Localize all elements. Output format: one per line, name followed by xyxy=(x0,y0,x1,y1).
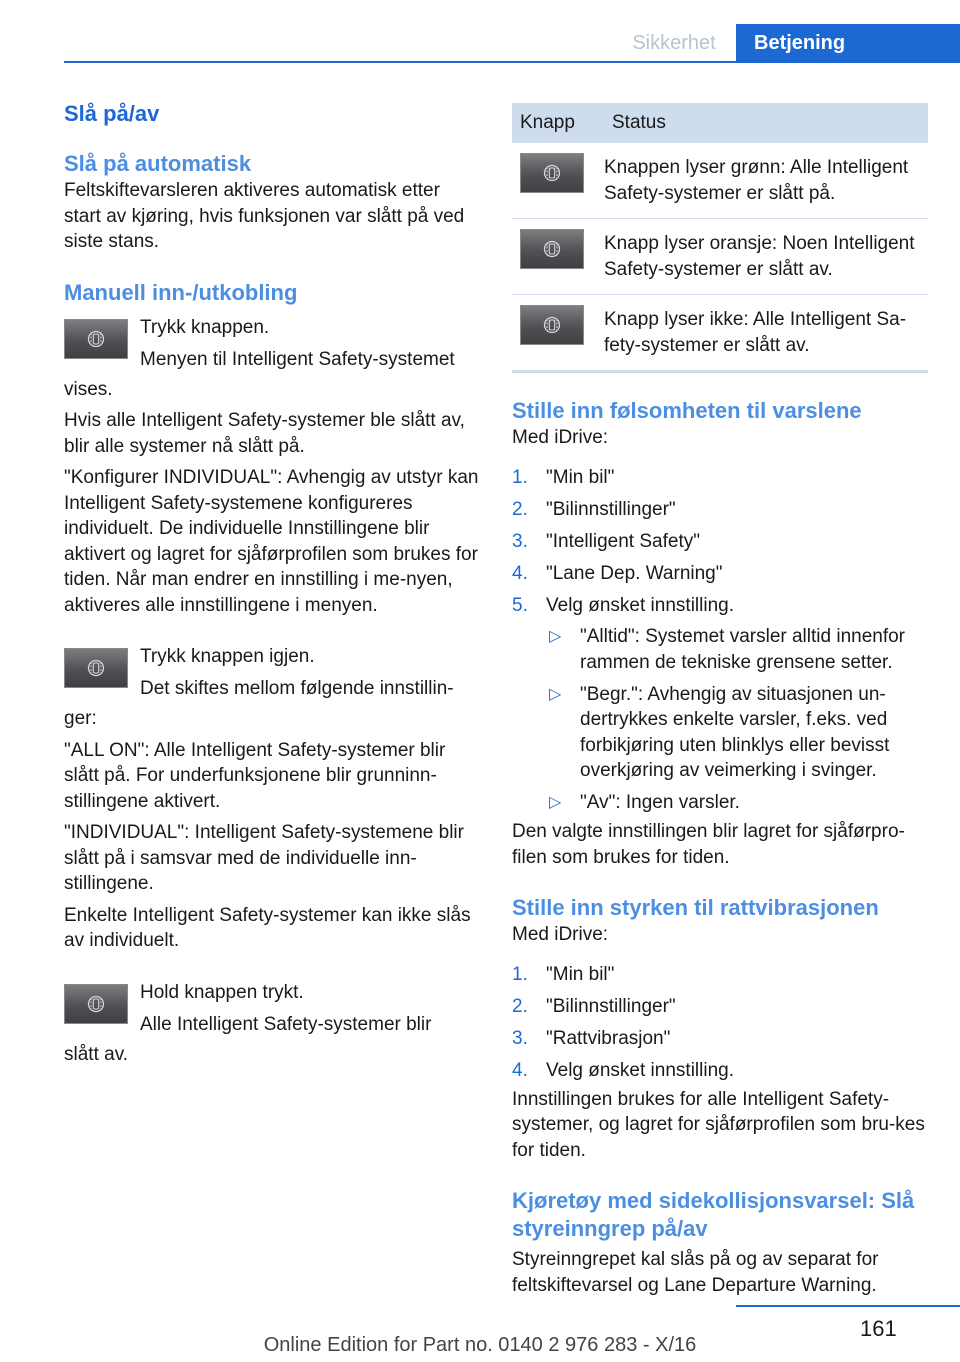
th-status: Status xyxy=(604,103,928,143)
step-number: 4. xyxy=(512,562,528,584)
step-number: 1. xyxy=(512,963,528,985)
steps-vibration xyxy=(512,962,928,1084)
all-off-text: Alle Intelligent Safety-systemer blir xyxy=(140,1013,432,1035)
all-off-cont: slått av. xyxy=(64,1043,129,1065)
lane-departure-button-icon xyxy=(87,994,105,1014)
with-idrive-1: Med iDrive: xyxy=(512,427,609,448)
heading-sensitivity: Stille inn følsomheten til varslene xyxy=(512,398,862,423)
safety-button-image xyxy=(64,648,128,688)
cell-button xyxy=(512,219,604,295)
cell-button xyxy=(512,295,604,372)
page-number: 161 xyxy=(860,1316,897,1341)
list-item xyxy=(512,465,928,491)
list-item xyxy=(512,962,928,988)
step-number: 2. xyxy=(512,995,528,1017)
right-column xyxy=(512,103,928,1298)
menu-shown-cont: vises. xyxy=(64,378,113,400)
step-text: "Intelligent Safety" xyxy=(546,530,700,552)
section-tab-betjening[interactable]: Betjening xyxy=(736,24,960,62)
step-text: "Lane Dep. Warning" xyxy=(546,562,723,584)
edition-footer: Online Edition for Part no. 0140 2 976 283 - X/16 xyxy=(263,1334,697,1356)
list-item xyxy=(512,497,928,523)
step-text: Velg ønsket innstilling. xyxy=(546,594,734,616)
option-item xyxy=(546,624,928,675)
heading-on-off: Slå på/av xyxy=(64,101,160,126)
step-text: "Bilinnstillinger" xyxy=(546,995,676,1017)
button-block-hold xyxy=(64,980,480,1042)
menu-shown-text: Menyen til Intelligent Safety-systemet xyxy=(140,348,455,370)
cell-status: Knapp lyser ikke: Alle Intelligent Sa-fety-systemer er slått av. xyxy=(604,295,928,372)
press-again-text: Trykk knappen igjen. xyxy=(140,646,315,667)
list-item xyxy=(512,1026,928,1052)
para-side-collision: Styreinngrepet kal slås på og av separat for feltskiftevarsel og Lane Departure Warning. xyxy=(512,1249,879,1296)
step-number: 3. xyxy=(512,530,528,552)
heading-manual: Manuell inn-/utkobling xyxy=(64,279,298,305)
triangle-bullet-icon: ▷ xyxy=(549,628,562,645)
cycle-settings-text: Det skiftes mellom følgende innstillin- xyxy=(140,678,454,699)
list-item xyxy=(512,561,928,587)
para-all-on: "ALL ON": Alle Intelligent Safety-systemer blir slått på. For underfunksjonene blir grunninn-stillingene aktivert. xyxy=(64,739,446,812)
table-row xyxy=(512,295,928,372)
safety-button-image xyxy=(520,229,584,269)
step-number: 5. xyxy=(512,594,528,616)
cell-status: Knappen lyser grønn: Alle Intelligent Safety-systemer er slått på. xyxy=(604,143,928,219)
safety-button-image xyxy=(520,153,584,193)
para-vibration: Innstillingen brukes for alle Intelligent Safety-systemer, og lagret for sjåførprofilen som bru-kes for tiden. xyxy=(512,1088,925,1161)
list-item xyxy=(512,994,928,1020)
option-text: "Begr.": Avhengig av situasjonen un-dertrykkes enkelte varsler, f.eks. ved forbikjøring uten blinklys eller bevisst overkjøring av veimerking i svinger. xyxy=(580,683,890,781)
list-item xyxy=(512,593,928,816)
left-column xyxy=(64,100,480,1067)
list-item xyxy=(512,529,928,555)
table-header-row xyxy=(512,103,928,143)
lane-departure-button-icon xyxy=(87,658,105,678)
step-text: "Bilinnstillinger" xyxy=(546,498,676,520)
step-text: "Rattvibrasjon" xyxy=(546,1027,671,1049)
step-number: 4. xyxy=(512,1059,528,1081)
heading-auto: Slå på automatisk xyxy=(64,151,252,176)
lane-departure-button-icon xyxy=(543,315,561,335)
cell-button xyxy=(512,143,604,219)
option-text: "Alltid": Systemet varsler alltid innenfor rammen de tekniske grensene setter. xyxy=(580,626,906,673)
button-block-press xyxy=(64,315,480,377)
cycle-settings-cont: ger: xyxy=(64,708,97,729)
section-tab-sikkerhet[interactable]: Sikkerhet xyxy=(632,32,716,54)
table-row xyxy=(512,143,928,219)
lane-departure-button-icon xyxy=(543,239,561,259)
heading-vibration: Stille inn styrken til rattvibrasjonen xyxy=(512,895,879,920)
step-number: 1. xyxy=(512,466,528,488)
option-item xyxy=(546,682,928,784)
button-block-press-again xyxy=(64,644,480,706)
step-number: 2. xyxy=(512,498,528,520)
para-saved: Den valgte innstillingen blir lagret for sjåførpro-filen som brukes for tiden. xyxy=(512,821,905,868)
heading-side-collision: Kjøretøy med sidekollisjonsvarsel: Slå styreinngrep på/av xyxy=(512,1188,915,1241)
list-item xyxy=(512,1058,928,1084)
press-button-text: Trykk knappen. xyxy=(140,316,270,338)
step-text: Velg ønsket innstilling. xyxy=(546,1059,734,1081)
step-text: "Min bil" xyxy=(546,466,615,488)
safety-button-image xyxy=(520,305,584,345)
footer-rule xyxy=(736,1305,960,1307)
hold-button-text: Hold knappen trykt. xyxy=(140,981,304,1003)
steps-sensitivity xyxy=(512,465,928,816)
option-text: "Av": Ingen varsler. xyxy=(580,792,740,813)
header-rule xyxy=(64,61,960,63)
triangle-bullet-icon: ▷ xyxy=(549,794,562,811)
table-row xyxy=(512,219,928,295)
with-idrive-2: Med iDrive: xyxy=(512,924,609,945)
th-button: Knapp xyxy=(512,103,604,143)
triangle-bullet-icon: ▷ xyxy=(549,685,562,703)
page-header xyxy=(0,0,960,62)
step-number: 3. xyxy=(512,1027,528,1049)
safety-button-image xyxy=(64,984,128,1024)
para-config: "Konfigurer INDIVIDUAL": Avhengig av utstyr kan Intelligent Safety-systemene konfigureres individuelt. De individuelle Innstillingene blir aktivert og lagret for sjåførprofilen som brukes for tiden. Når man endrer en innstilling i me-nyen, aktiveres alle innstillingene i menyen. xyxy=(64,467,479,616)
cell-status: Knapp lyser oransje: Noen Intelligent Safety-systemer er slått av. xyxy=(604,219,928,295)
para-individual: "INDIVIDUAL": Intelligent Safety-systemene blir slått på i samsvar med de individuelle inn-stillingene. xyxy=(64,822,464,894)
para-auto: Feltskiftevarsleren aktiveres automatisk etter start av kjøring, hvis funksjonen var slått på ved siste stans. xyxy=(64,180,465,252)
option-item xyxy=(546,790,928,816)
para-some-systems: Enkelte Intelligent Safety-systemer kan ikke slås av individuelt. xyxy=(64,904,471,951)
button-status-table xyxy=(512,103,928,373)
lane-departure-button-icon xyxy=(87,329,105,349)
safety-button-image xyxy=(64,319,128,359)
para-all-off: Hvis alle Intelligent Safety-systemer ble slått av, blir alle systemer nå slått på. xyxy=(64,410,465,457)
step-text: "Min bil" xyxy=(546,963,615,985)
options-list xyxy=(546,624,928,816)
lane-departure-button-icon xyxy=(543,163,561,183)
